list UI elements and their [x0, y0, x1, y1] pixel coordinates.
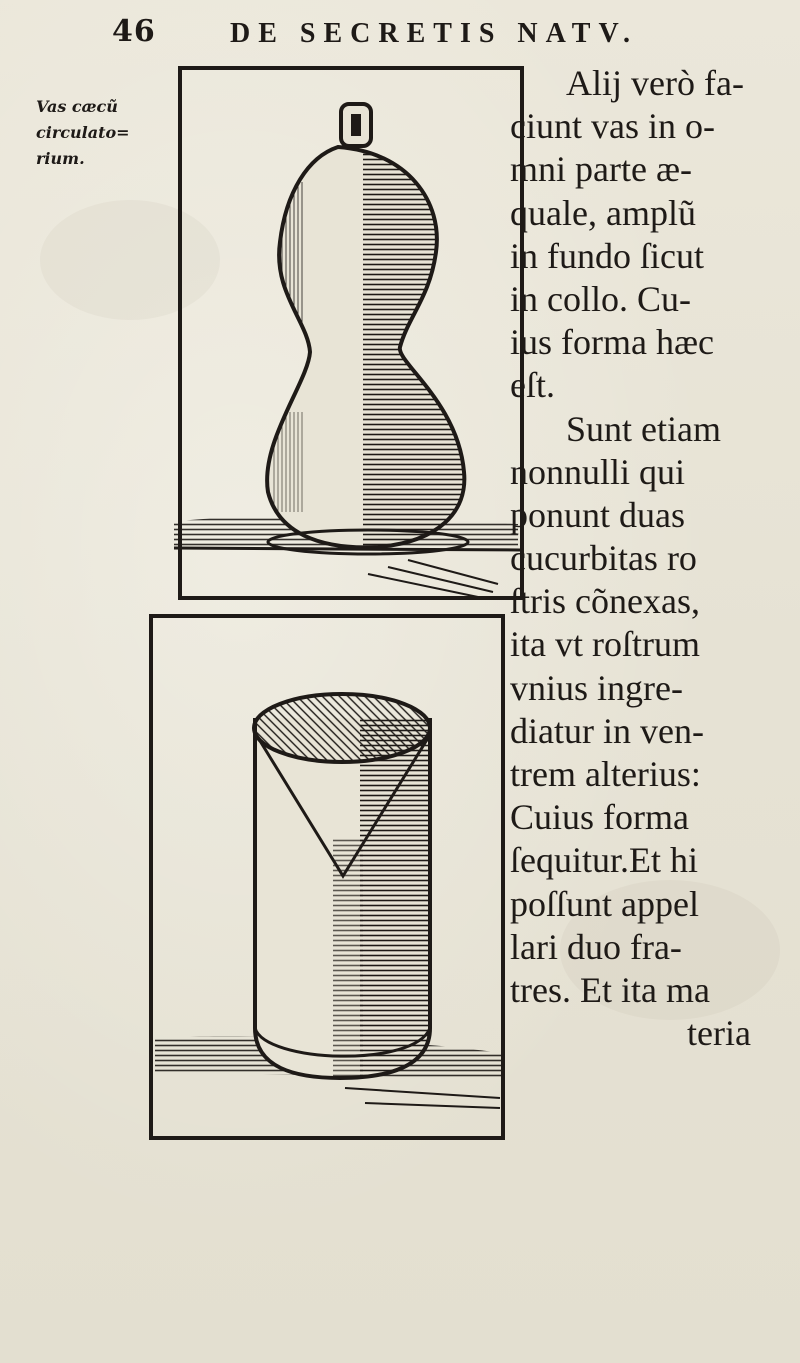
margin-note — [36, 94, 176, 172]
text-line: quale, amplũ — [510, 192, 696, 233]
page-number: 46 — [112, 14, 156, 49]
margin-note-line: rium. — [36, 149, 85, 168]
woodcut-bottle-vessel — [168, 62, 528, 607]
text-line: Cuius forma — [510, 797, 689, 838]
text-line: in collo. Cu- — [510, 278, 691, 319]
text-line: teria — [687, 1013, 751, 1054]
text-line: tres. Et ita ma — [510, 969, 710, 1010]
running-head: DE SECRETIS NATV. — [230, 18, 639, 49]
text-line: poſſunt appel — [510, 883, 699, 924]
text-line: ſtris cõnexas, — [510, 581, 700, 622]
text-line: ponunt duas — [510, 494, 685, 535]
text-line: mni parte æ- — [510, 149, 692, 190]
main-text — [510, 62, 795, 1055]
text-line: ſequitur.Et hi — [510, 840, 698, 881]
text-line: diatur in ven- — [510, 710, 704, 751]
margin-note-line: circulato= — [36, 123, 130, 142]
text-line: ciunt vas in o- — [510, 106, 715, 147]
text-line: vnius ingre- — [510, 667, 683, 708]
text-line: in fundo ſicut — [510, 235, 704, 276]
text-line: trem alterius: — [510, 754, 701, 794]
text-line: Sunt etiam — [566, 408, 721, 449]
text-line: lari duo fra- — [510, 926, 682, 967]
text-line: Alij verò fa- — [566, 63, 744, 103]
woodcut-cylinder-vessel — [145, 608, 510, 1153]
text-line: ius forma hæc — [510, 322, 714, 363]
text-line: ita vt roſtrum — [510, 624, 700, 665]
text-line: eſt. — [510, 365, 555, 406]
page-header — [0, 14, 800, 54]
text-line: cucurbitas ro — [510, 538, 697, 579]
margin-note-line: Vas cæcũ — [36, 97, 118, 116]
text-line: nonnulli qui — [510, 451, 686, 492]
